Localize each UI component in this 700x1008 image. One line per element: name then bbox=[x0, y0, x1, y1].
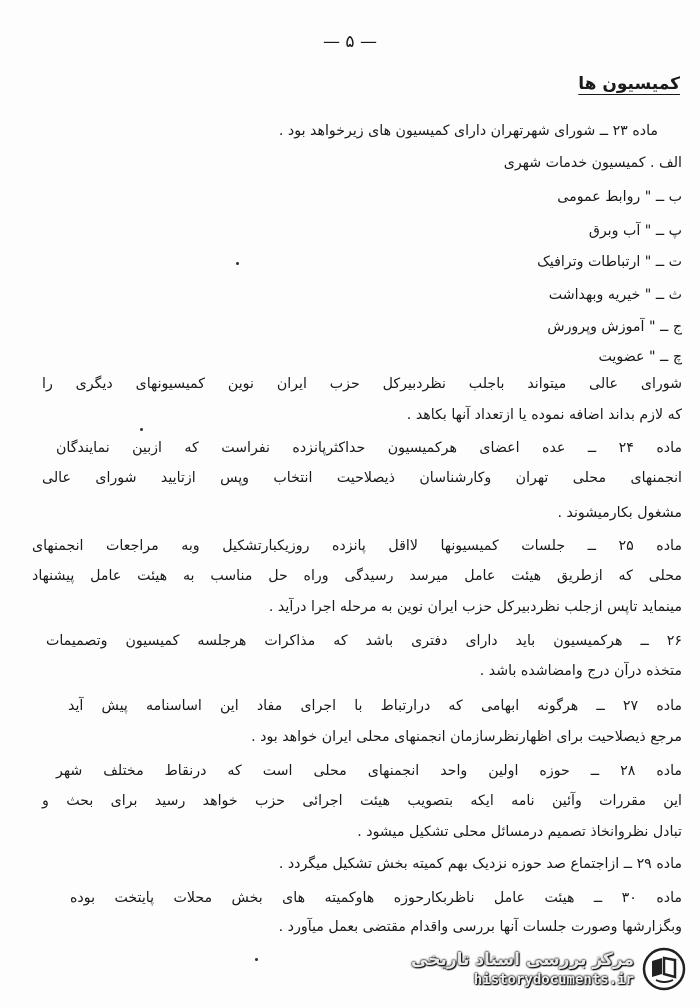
paragraph-line: این مقررات وآئین نامه ایکه بتصویب هیئت اجرائی حزب خواهد رسید برای بحث و bbox=[42, 793, 682, 809]
paragraph-line: مینماید تاپس ازجلب نظردبیرکل حزب ایران نوین به مرحله اجرا درآید . bbox=[268, 599, 682, 615]
watermark-url: historydocuments.ir bbox=[473, 972, 634, 988]
article-29-line: ماده ۲۹ ــ ازاجتماع صد حوزه نزدیک بهم کمیته بخش تشکیل میگردد . bbox=[278, 856, 682, 872]
paragraph-line: تبادل نظروانخاذ تصمیم درمسائل محلی تشکیل میشود . bbox=[357, 824, 682, 840]
page-number: — ۵ — bbox=[323, 32, 377, 52]
article-27-line: ماده ۲۷ ــ هرگونه ابهامی که درارتباط با اجرای مفاد این اساسنامه پیش آید bbox=[68, 698, 682, 714]
list-item-b: ب ــ " روابط عمومی bbox=[557, 189, 682, 205]
list-item-j: ج ــ " آموزش وپرورش bbox=[547, 319, 682, 335]
list-item-t: ت ــ " ارتباطات وترافیک bbox=[537, 254, 682, 270]
section-heading: کمیسیون ها bbox=[578, 74, 680, 94]
paragraph-line: انجمنهای محلی تهران وکارشناسان ذیصلاحیت انتخاب وپس ازتایید شورای عالی bbox=[42, 470, 682, 486]
article-25-line: ماده ۲۵ ــ جلسات کمیسیونها لااقل پانزده روزیکبارتشکیل وبه مراجعات انجمنهای bbox=[32, 538, 682, 554]
paragraph-line: مشغول بکارمیشوند . bbox=[557, 505, 682, 521]
watermark-text bbox=[411, 950, 634, 988]
paragraph-line: متخذه درآن درج وامضاشده باشد . bbox=[479, 663, 682, 679]
paragraph-line: که لازم بداند اضافه نموده یا ازتعداد آنها بکاهد . bbox=[406, 407, 682, 423]
list-item-a: الف . کمیسیون خدمات شهری bbox=[503, 155, 682, 171]
list-item-s: ث ــ " خیریه وبهداشت bbox=[548, 287, 682, 303]
scan-speck bbox=[255, 958, 258, 961]
list-item-p: پ ــ " آب وبرق bbox=[588, 223, 682, 239]
article-23-line: ماده ۲۳ ــ شورای شهرتهران دارای کمیسیون های زیرخواهد بود . bbox=[278, 123, 658, 139]
scan-speck bbox=[140, 428, 143, 431]
list-item-ch: چ ــ " عضویت bbox=[598, 349, 682, 365]
watermark bbox=[396, 940, 686, 998]
watermark-title: مرکز بررسی اسناد تاریخی bbox=[411, 950, 634, 970]
paragraph-line: محلی که ازطریق هیئت عامل میرسد رسیدگی وراه حل مناسب به هیئت عامل پیشنهاد bbox=[32, 568, 682, 584]
article-26-line: ۲۶ ــ هرکمیسیون باید دارای دفتری باشد که مذاکرات هرجلسه کمیسیون وتصمیمات bbox=[46, 633, 682, 649]
paragraph-line: وبگزارشها وصورت جلسات آنها بررسی واقدام مقتضی بعمل میآورد . bbox=[278, 919, 682, 935]
paragraph-line: شورای عالی میتواند باجلب نظردبیرکل حزب ایران نوین کمیسیونهای دیگری را bbox=[42, 376, 682, 392]
article-24-line: ماده ۲۴ ــ عده اعضای هرکمیسیون حداکثرپانزده نفراست که ازبین نمایندگان bbox=[56, 440, 683, 456]
article-30-line: ماده ۳۰ ــ هیئت عامل ناظربکارحوزه هاوکمیته های بخش محلات پایتخت بوده bbox=[70, 890, 682, 906]
history-documents-logo-icon bbox=[642, 947, 686, 991]
article-28-line: ماده ۲۸ ــ حوزه اولین واحد انجمنهای محلی است که درنقاط مختلف شهر bbox=[56, 763, 683, 779]
scan-speck bbox=[236, 262, 239, 265]
paragraph-line: مرجع ذیصلاحیت برای اظهارنظرسازمان انجمنهای محلی ایران خواهد بود . bbox=[251, 729, 682, 745]
